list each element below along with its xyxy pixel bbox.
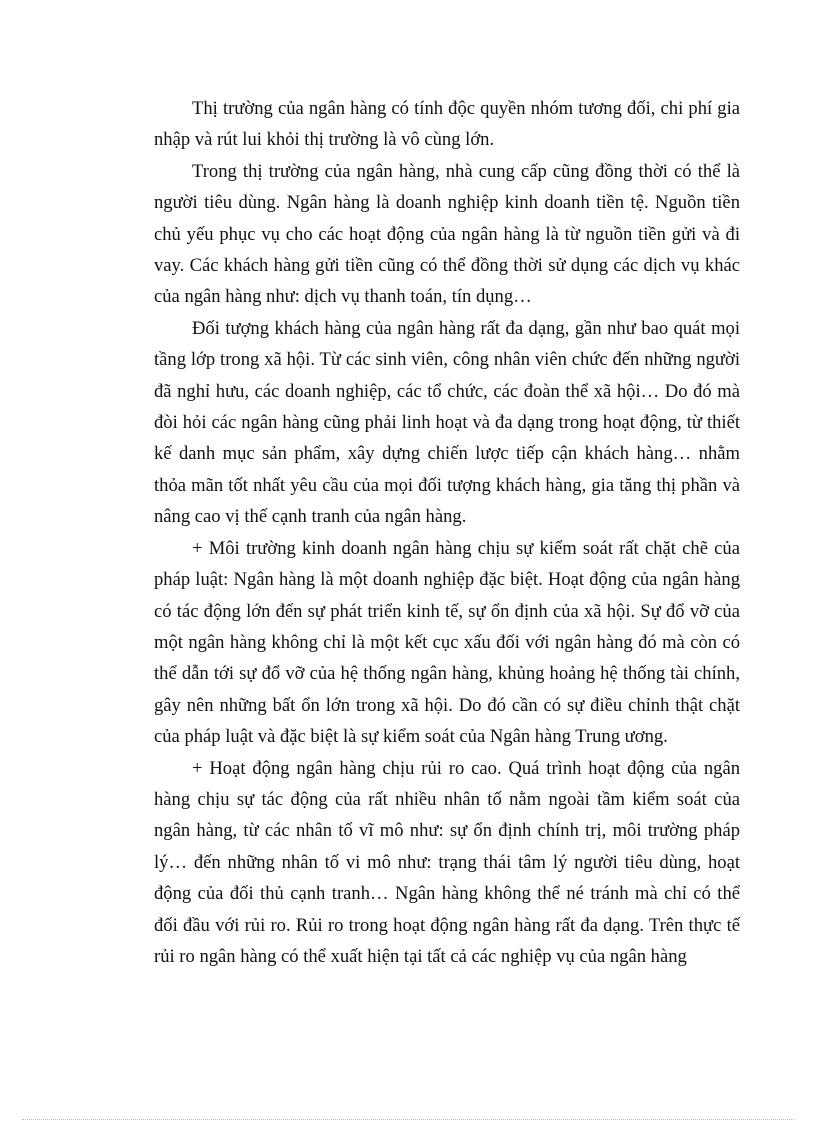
- page-bottom-divider: [22, 1119, 794, 1120]
- paragraph-customer-diversity: Đối tượng khách hàng của ngân hàng rất đa dạng, gần như bao quát mọi tầng lớp trong xã hội. Từ các sinh viên, công nhân viên chức đến những người đã nghỉ hưu, các doanh nghiệp, các tổ chức, các đoàn thể xã hội… Do đó mà đòi hỏi các ngân hàng cũng phải linh hoạt và đa dạng trong hoạt động, từ thiết kế danh mục sản phẩm, xây dựng chiến lược tiếp cận khách hàng… nhằm thỏa mãn tốt nhất yêu cầu của mọi đối tượng khách hàng, gia tăng thị phần và nâng cao vị thế cạnh tranh của ngân hàng.: [154, 317, 740, 528]
- paragraph-supplier-consumer: Trong thị trường của ngân hàng, nhà cung cấp cũng đồng thời có thể là người tiêu dùng. Ngân hàng là doanh nghiệp kinh doanh tiền tệ. Nguồn tiền chủ yếu phục vụ cho các hoạt động của ngân hàng là từ nguồn tiền gửi và đi vay. Các khách hàng gửi tiền cũng có thể đồng thời sử dụng các dịch vụ khác của ngân hàng như: dịch vụ thanh toán, tín dụng…: [154, 160, 740, 308]
- paragraph-market-monopoly: Thị trường của ngân hàng có tính độc quyền nhóm tương đối, chi phí gia nhập và rút lui khỏi thị trường là vô cùng lớn.: [154, 98, 740, 151]
- paragraph-legal-control: + Môi trường kinh doanh ngân hàng chịu sự kiểm soát rất chặt chẽ của pháp luật: Ngân hàng là một doanh nghiệp đặc biệt. Hoạt động của ngân hàng có tác động lớn đến sự phát triển kinh tế, sự ổn định của xã hội. Sự đổ vỡ của một ngân hàng không chỉ là một kết cục xấu đối với ngân hàng đó mà còn có thể dẫn tới sự đổ vỡ của hệ thống ngân hàng, khủng hoảng hệ thống tài chính, gây nên những bất ổn lớn trong xã hội. Do đó cần có sự điều chỉnh thật chặt của pháp luật và đặc biệt là sự kiểm soát của Ngân hàng Trung ương.: [154, 537, 740, 748]
- paragraph-high-risk: + Hoạt động ngân hàng chịu rủi ro cao. Quá trình hoạt động của ngân hàng chịu sự tác động của rất nhiều nhân tố nằm ngoài tầm kiểm soát của ngân hàng, từ các nhân tố vĩ mô như: sự ổn định chính trị, môi trường pháp lý… đến những nhân tố vi mô như: trạng thái tâm lý người tiêu dùng, hoạt động của đối thủ cạnh tranh… Ngân hàng không thể né tránh mà chỉ có thể đối đầu với rủi ro. Rủi ro trong hoạt động ngân hàng rất đa dạng. Trên thực tế rủi ro ngân hàng có thể xuất hiện tại tất cả các nghiệp vụ của ngân hàng: [154, 757, 740, 967]
- document-body: [154, 93, 740, 972]
